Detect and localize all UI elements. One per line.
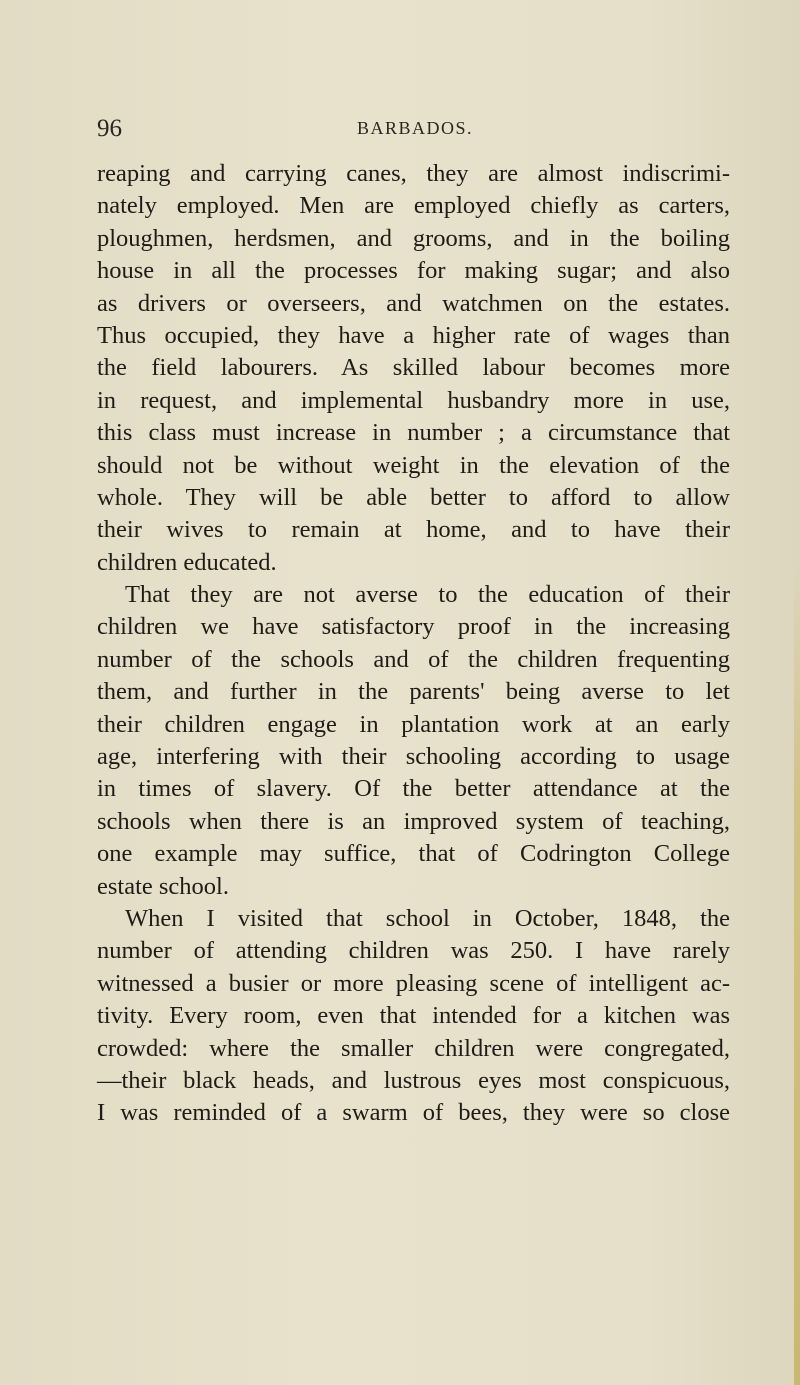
text-line: house in all the processes for making sugar; and also <box>97 257 730 285</box>
text-line: this class must increase in number ; a circumstance that <box>97 419 730 447</box>
text-line: in times of slavery. Of the better attendance at the <box>97 775 730 803</box>
running-head: BARBADOS. <box>356 118 474 138</box>
text-line: I was reminded of a swarm of bees, they were so close <box>97 1099 730 1127</box>
text-line: crowded: where the smaller children were congregated, <box>97 1034 730 1062</box>
text-line: When I visited that school in October, 1848, the <box>125 904 730 932</box>
text-line: estate school. <box>97 872 229 900</box>
text-line: witnessed a busier or more pleasing scene of intelligent ac- <box>97 969 730 997</box>
text-line: whole. They will be able better to afford to allow <box>97 483 730 511</box>
text-line: reaping and carrying canes, they are almost indiscrimi- <box>97 160 730 187</box>
text-line: nately employed. Men are employed chiefly as carters, <box>97 192 730 220</box>
text-line: schools when there is an improved system of teaching, <box>97 807 730 835</box>
page-number: 96 <box>97 115 122 142</box>
page-header <box>0 115 800 155</box>
text-line: should not be without weight in the elevation of the <box>97 451 730 479</box>
text-line: tivity. Every room, even that intended for a kitchen was <box>97 1002 730 1030</box>
text-line: children we have satisfactory proof in the increasing <box>97 613 730 641</box>
text-line: children educated. <box>97 548 277 576</box>
text-line: in request, and implemental husbandry more in use, <box>97 386 730 414</box>
text-line: number of the schools and of the children frequenting <box>97 645 730 673</box>
text-line: them, and further in the parents' being averse to let <box>97 678 730 706</box>
text-line: number of attending children was 250. I have rarely <box>97 937 730 965</box>
page-edge-discoloration <box>794 560 800 1385</box>
text-line: age, interfering with their schooling according to usage <box>97 743 730 771</box>
text-line: ploughmen, herdsmen, and grooms, and in the boiling <box>97 224 730 252</box>
text-line: Thus occupied, they have a higher rate of wages than <box>97 321 730 349</box>
text-line: their children engage in plantation work at an early <box>97 710 730 738</box>
text-line: the field labourers. As skilled labour becomes more <box>97 354 730 382</box>
text-line: one example may suffice, that of Codrington College <box>97 840 730 868</box>
text-line: That they are not averse to the education of their <box>125 581 730 609</box>
text-line: —their black heads, and lustrous eyes most conspicuous, <box>97 1066 730 1094</box>
body-text <box>97 158 730 1130</box>
text-line: as drivers or overseers, and watchmen on the estates. <box>97 289 730 317</box>
text-line: their wives to remain at home, and to have their <box>97 516 730 544</box>
